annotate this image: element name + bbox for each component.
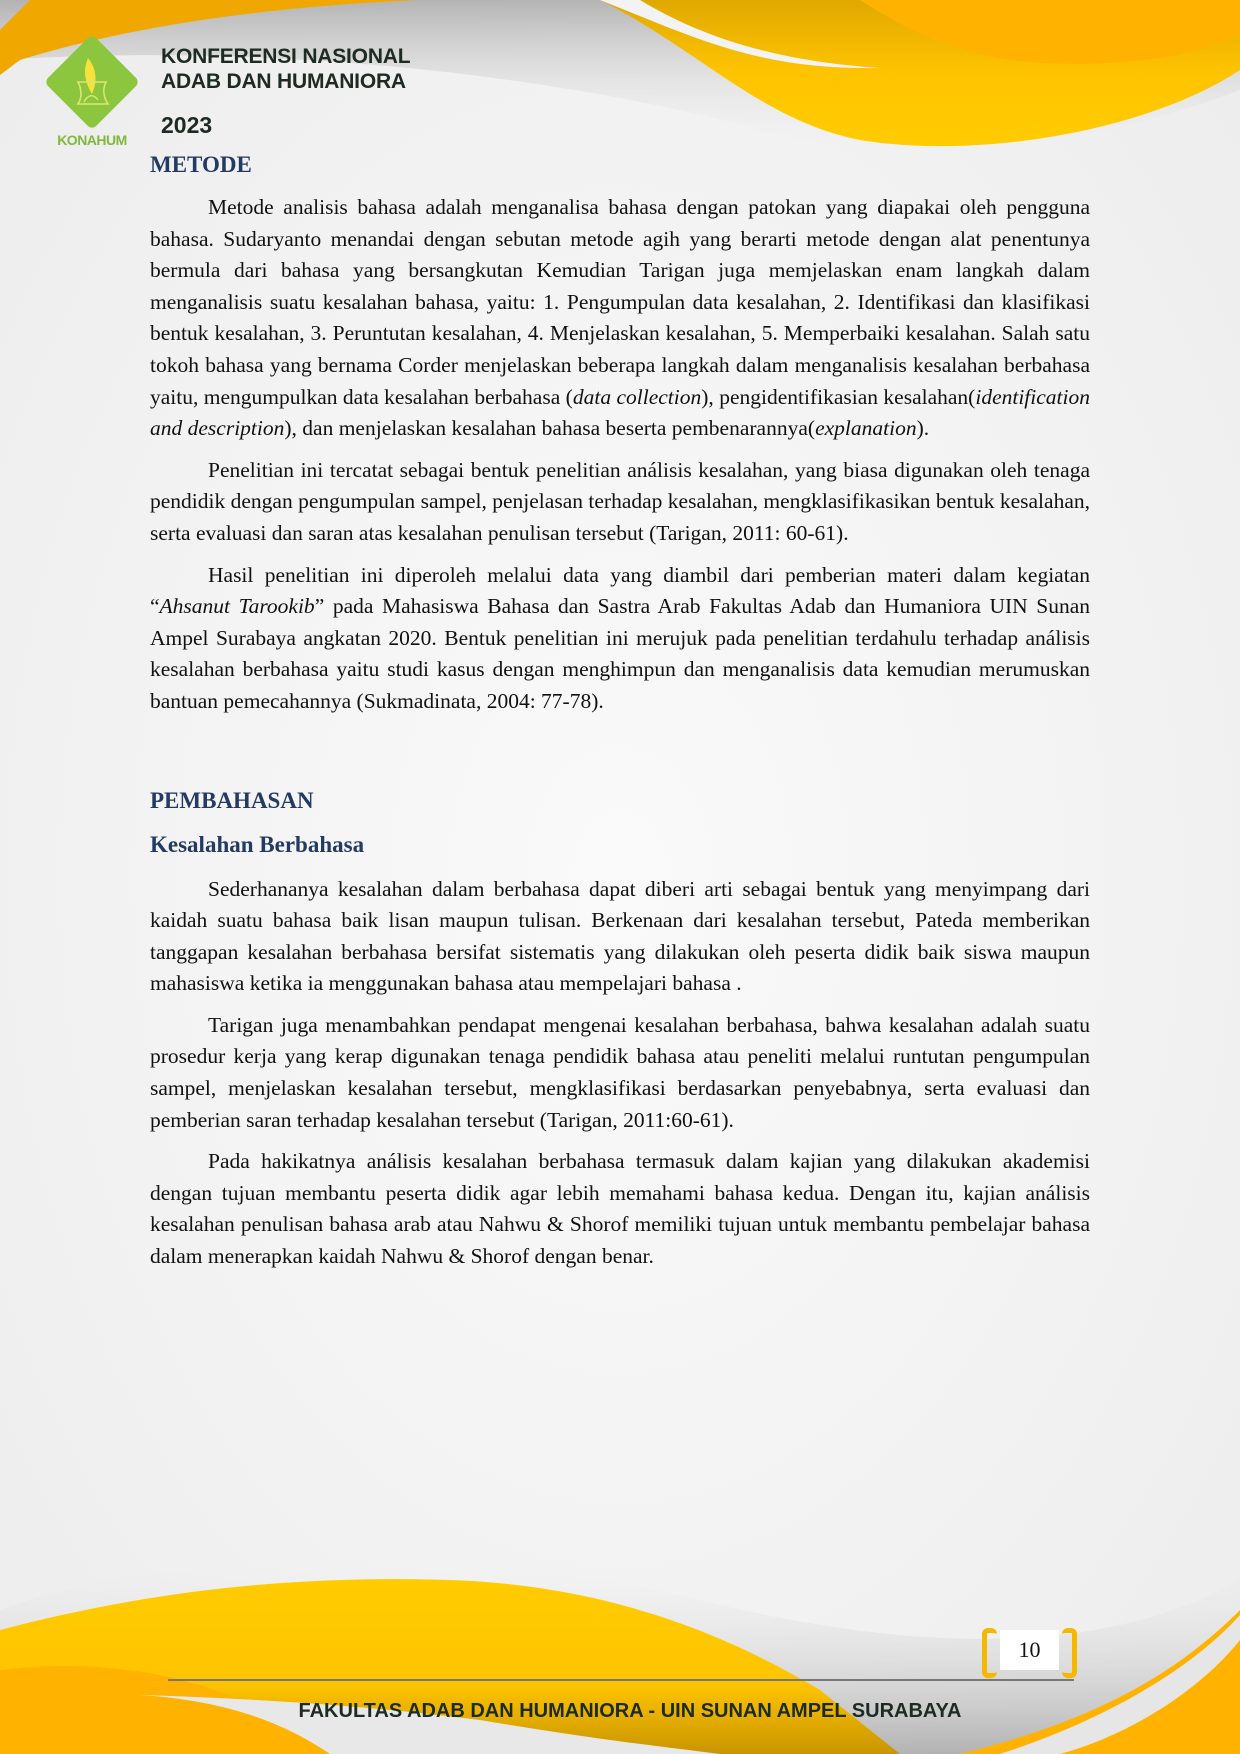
paragraph (150, 560, 1090, 718)
text-run: ), dan menjelaskan kesalahan bahasa beserta pembenarannya( (284, 416, 816, 441)
konahum-logo (46, 44, 138, 152)
subsection-heading: Kesalahan Berbahasa (150, 831, 365, 857)
paragraph: Pada hakikatnya análisis kesalahan berbahasa termasuk dalam kajian yang dilakukan akademisi dengan tujuan membantu peserta didik agar lebih memahami bahasa kedua. Dengan itu, kajian análisis kesalahan penulisan bahasa arab atau Nahwu & Shorof memiliki tujuan untuk membantu pembelajar bahasa dalam menerapkan kaidah Nahwu & Shorof dengan benar. (150, 1149, 1090, 1269)
paragraph: Sederhananya kesalahan dalam berbahasa dapat diberi arti sebagai bentuk yang menyimpang dari kaidah suatu bahasa baik lisan maupun tulisan. Berkenaan dari kesalahan tersebut, Pateda memberikan tanggapan kesalahan berbahasa bersifat sistematis yang dilakukan oleh peserta didik baik siswa maupun mahasiswa ketika ia menggunakan bahasa atau mempelajari bahasa . (150, 876, 1090, 996)
text-run: Metode analisis bahasa adalah menganalisa bahasa dengan patokan yang diapakai oleh pengguna bahasa. Sudaryanto menandai dengan sebutan metode agih yang berarti metode dengan alat penentunya bermula dari bahasa yang bersangkutan Kemudian Tarigan juga memjelaskan enam langkah dalam menganalisis suatu kesalahan bahasa, yaitu: 1. Pengumpulan data kesalahan, 2. Identifikasi dan klasifikasi bentuk kesalahan, 3. Peruntutan kesalahan, 4. Menjelaskan kesalahan, 5. Memperbaiki kesalahan. Salah satu tokoh bahasa yang bernama Corder menjelaskan beberapa langkah dalam menganalisis kesalahan berbahasa yaitu, mengumpulkan data kesalahan berbahasa ( (150, 195, 1090, 409)
right-bracket-icon (1062, 1628, 1077, 1678)
footer-divider (168, 1679, 1074, 1681)
italic-term: data collection (572, 384, 702, 409)
italic-term: identification and description (150, 384, 1090, 441)
paragraph: Penelitian ini tercatat sebagai bentuk penelitian análisis kesalahan, yang biasa digunakan oleh tenaga pendidik dengan pengumpulan sampel, penjelasan terhadap kesalahan, mengklasifikasikan bentuk kesalahan, serta evaluasi dan saran atas kesalahan penulisan tersebut (Tarigan, 2011: 60-61). (150, 457, 1090, 545)
section-heading-metode: METODE (150, 152, 252, 177)
page-number: 10 (1000, 1630, 1059, 1670)
left-bracket-icon (982, 1628, 997, 1678)
paragraph: Tarigan juga menambahkan pendapat mengenai kesalahan berbahasa, bahwa kesalahan adalah suatu prosedur kerja yang kerap digunakan tenaga pendidik bahasa atau peneliti melalui runtutan pengumpulan sampel, menjelaskan kesalahan tersebut, mengklasifikasi berdasarkan penyebabnya, serta evaluasi dan pemberian saran terhadap kesalahan tersebut (Tarigan, 2011:60-61). (150, 1012, 1090, 1132)
page-number-badge (982, 1628, 1077, 1672)
logo-text: KONAHUM (57, 132, 127, 148)
text-run: Hasil penelitian ini diperoleh melalui data yang diambil dari pemberian materi dalam kegiatan “ (150, 562, 1090, 619)
conference-title-line1: KONFERENSI NASIONAL (161, 45, 411, 68)
text-run: ). (916, 416, 930, 441)
document-body (150, 150, 1090, 1283)
paragraph (150, 192, 1090, 445)
text-run: ” pada Mahasiswa Bahasa dan Sastra Arab Fakultas Adab dan Humaniora UIN Sunan Ampel Surabaya angkatan 2020. Bentuk penelitian ini merujuk pada penelitian terdahulu terhadap análisis kesalahan berbahasa yaitu studi kasus dengan menghimpun dan menganalisis data kemudian merumuskan bantuan pemecahannya (Sukmadinata, 2004: 77-78). (150, 594, 1090, 713)
italic-term: Ahsanut Tarookib (159, 594, 315, 619)
quill-book-icon (68, 54, 116, 118)
conference-title-line2: ADAB DAN HUMANIORA (161, 70, 406, 93)
conference-title (161, 44, 410, 94)
italic-term: explanation (815, 416, 917, 441)
conference-year: 2023 (161, 112, 213, 138)
footer-institution: FAKULTAS ADAB DAN HUMANIORA - UIN SUNAN AMPEL SURABAYA (298, 1700, 962, 1722)
section-heading-pembahasan: PEMBAHASAN (150, 787, 314, 813)
text-run: ), pengidentifikasian kesalahan( (701, 384, 976, 409)
